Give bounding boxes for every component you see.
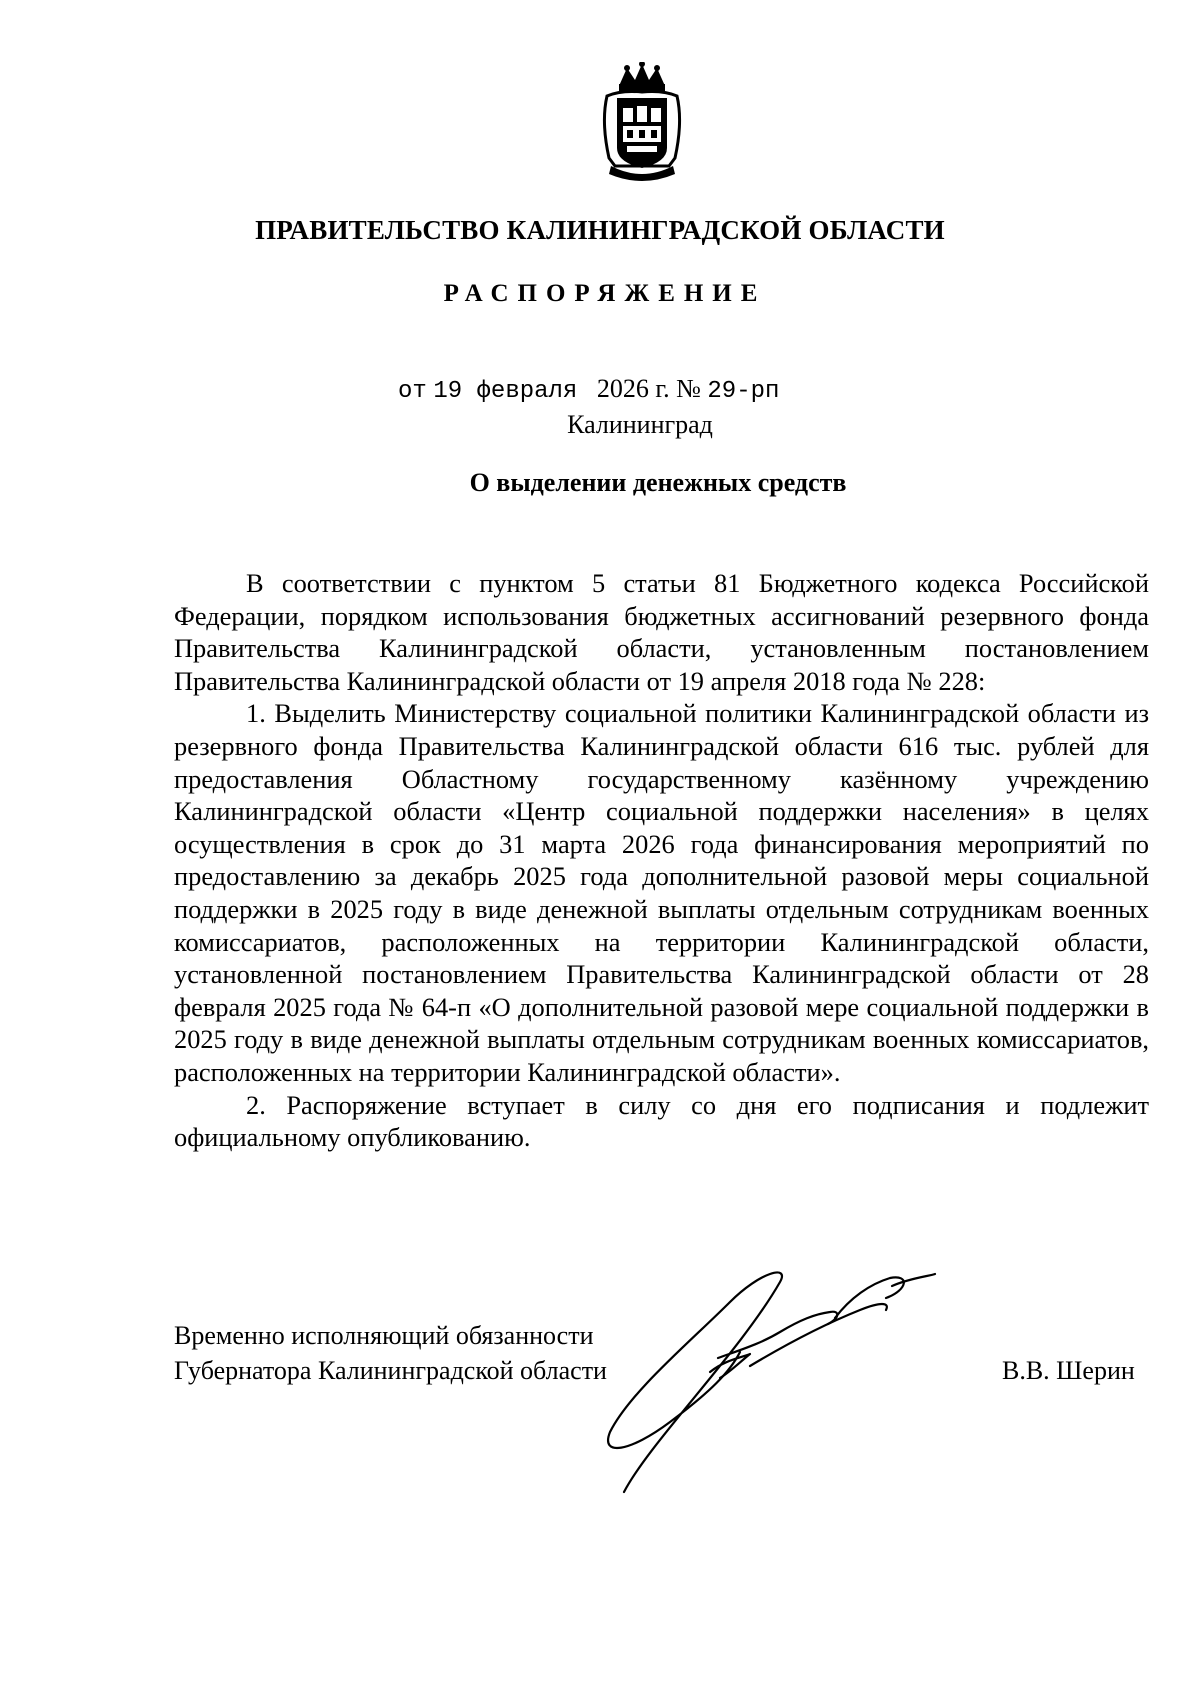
signatory-position-line-1: Временно исполняющий обязанности	[174, 1321, 594, 1350]
signatory-name: В.В. Шерин	[1002, 1356, 1135, 1385]
signatory-position-line-2: Губернатора Калининградской области	[174, 1356, 607, 1385]
document-number: 29-рп	[707, 378, 780, 405]
document-type: РАСПОРЯЖЕНИЕ	[443, 280, 767, 307]
signatory-position	[174, 1318, 607, 1388]
document-body	[174, 567, 1149, 1154]
date-day-month: 19 февраля	[433, 378, 578, 405]
item-2-paragraph: 2. Распоряжение вступает в силу со дня его подписания и подлежит официальному опубликованию.	[174, 1089, 1149, 1153]
handwritten-signature	[590, 1262, 950, 1502]
city: Калининград	[567, 410, 713, 439]
document-subject: О выделении денежных средств	[469, 468, 847, 497]
coat-of-arms-icon	[597, 62, 687, 184]
document-date-number	[398, 374, 779, 405]
date-year: 2026 г.	[596, 374, 670, 403]
preamble-paragraph: В соответствии с пунктом 5 статьи 81 Бюджетного кодекса Российской Федерации, порядком использования бюджетных ассигнований резервного фонда Правительства Калининградской области, установленным постановлением Правительства Калининградской области от 19 апреля 2018 года № 228:	[174, 568, 1149, 696]
organization-title: ПРАВИТЕЛЬСТВО КАЛИНИНГРАДСКОЙ ОБЛАСТИ	[255, 215, 945, 245]
item-1-paragraph: 1. Выделить Министерству социальной политики Калининградской области из резервного фонда Правительства Калининградской области 616 тыс. рублей для предоставления Областному государственному казённому учреждению Калининградской области «Центр социальной поддержки населения» в целях осуществления в срок до 31 марта 2026 года финансирования мероприятий по предоставлению за декабрь 2025 года дополнительной разовой меры социальной поддержки в 2025 году в виде денежной выплаты отдельным сотрудникам военных комиссариатов, расположенных на территории Калининградской области, установленной постановлением Правительства Калининградской области от 28 февраля 2025 года № 64-п «О дополнительной разовой мере социальной поддержки в 2025 году в виде денежной выплаты отдельным сотрудникам военных комиссариатов, расположенных на территории Калининградской области».	[174, 698, 1149, 1087]
date-prefix: от	[398, 378, 427, 405]
number-sign: №	[676, 374, 701, 403]
